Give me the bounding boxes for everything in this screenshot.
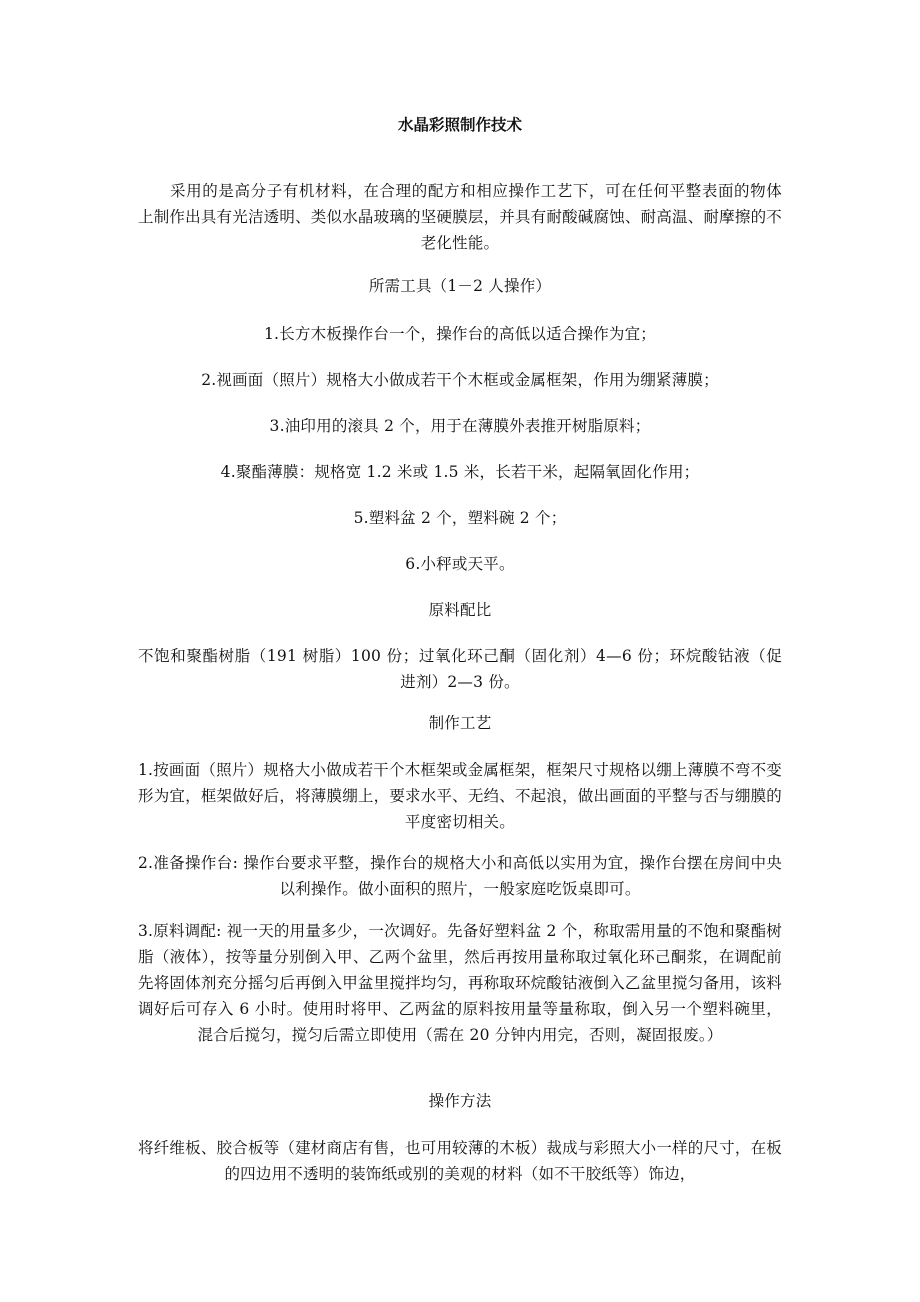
tools-heading: 所需工具（1－2 人操作） xyxy=(368,277,552,295)
method-heading: 操作方法 xyxy=(428,1092,492,1110)
process-step: 1.按画面（照片）规格大小做成若干个木框架或金属框架，框架尺寸规格以绷上薄膜不弯不变形为宜，框架做好后，将薄膜绷上，要求水平、无绉、不起浪，做出画面的平整与否与绷膜的平度密切相关。 xyxy=(138,761,782,831)
process-step: 2.准备操作台: 操作台要求平整，操作台的规格大小和高低以实用为宜，操作台摆在房间中央以利操作。做小面积的照片，一般家庭吃饭桌即可。 xyxy=(138,854,782,898)
tool-item: 4.聚酯薄膜：规格宽 1.2 米或 1.5 米，长若干米，起隔氧固化作用； xyxy=(220,463,700,481)
method-paragraph: 将纤维板、胶合板等（建材商店有售，也可用较薄的木板）裁成与彩照大小一样的尺寸，在板的四边用不透明的装饰纸或别的美观的材料（如不干胶纸等）饰边， xyxy=(138,1139,782,1183)
tool-item: 1.长方木板操作台一个，操作台的高低以适合操作为宜； xyxy=(264,325,656,343)
ratio-heading: 原料配比 xyxy=(428,601,492,619)
tool-item: 6.小秤或天平。 xyxy=(405,555,515,573)
document-title: 水晶彩照制作技术 xyxy=(397,116,522,134)
process-heading: 制作工艺 xyxy=(428,714,492,732)
tool-item: 2.视画面（照片）规格大小做成若干个木框或金属框架，作用为绷紧薄膜； xyxy=(201,371,719,389)
intro-paragraph: 采用的是高分子有机材料，在合理的配方和相应操作工艺下，可在任何平整表面的物体上制作出具有光洁透明、类似水晶玻璃的坚硬膜层，并具有耐酸碱腐蚀、耐高温、耐摩擦的不老化性能。 xyxy=(138,182,782,252)
ratio-paragraph: 不饱和聚酯树脂（191 树脂）100 份；过氧化环己酮（固化剂）4—6 份；环烷酸钴液（促进剂）2—3 份。 xyxy=(138,647,782,691)
process-step: 3.原料调配: 视一天的用量多少，一次调好。先备好塑料盆 2 个，称取需用量的不饱和聚酯树脂（液体），按等量分别倒入甲、乙两个盆里，然后再按用量称取过氧化环己酮浆，在调配前先将固体剂充分摇匀后再倒入甲盆里搅拌均匀，再称取环烷酸钴液倒入乙盆里搅匀备用，该料调好后可存入 6 小时。使用时将甲、乙两盆的原料按用量等量称取，倒入另一个塑料碗里，混合后搅匀，搅匀后需立即使用（需在 20 分钟内用完，否则，凝固报废。） xyxy=(138,922,782,1044)
tool-item: 5.塑料盆 2 个，塑料碗 2 个； xyxy=(353,509,567,527)
tool-item: 3.油印用的滚具 2 个，用于在薄膜外表推开树脂原料； xyxy=(269,417,651,435)
